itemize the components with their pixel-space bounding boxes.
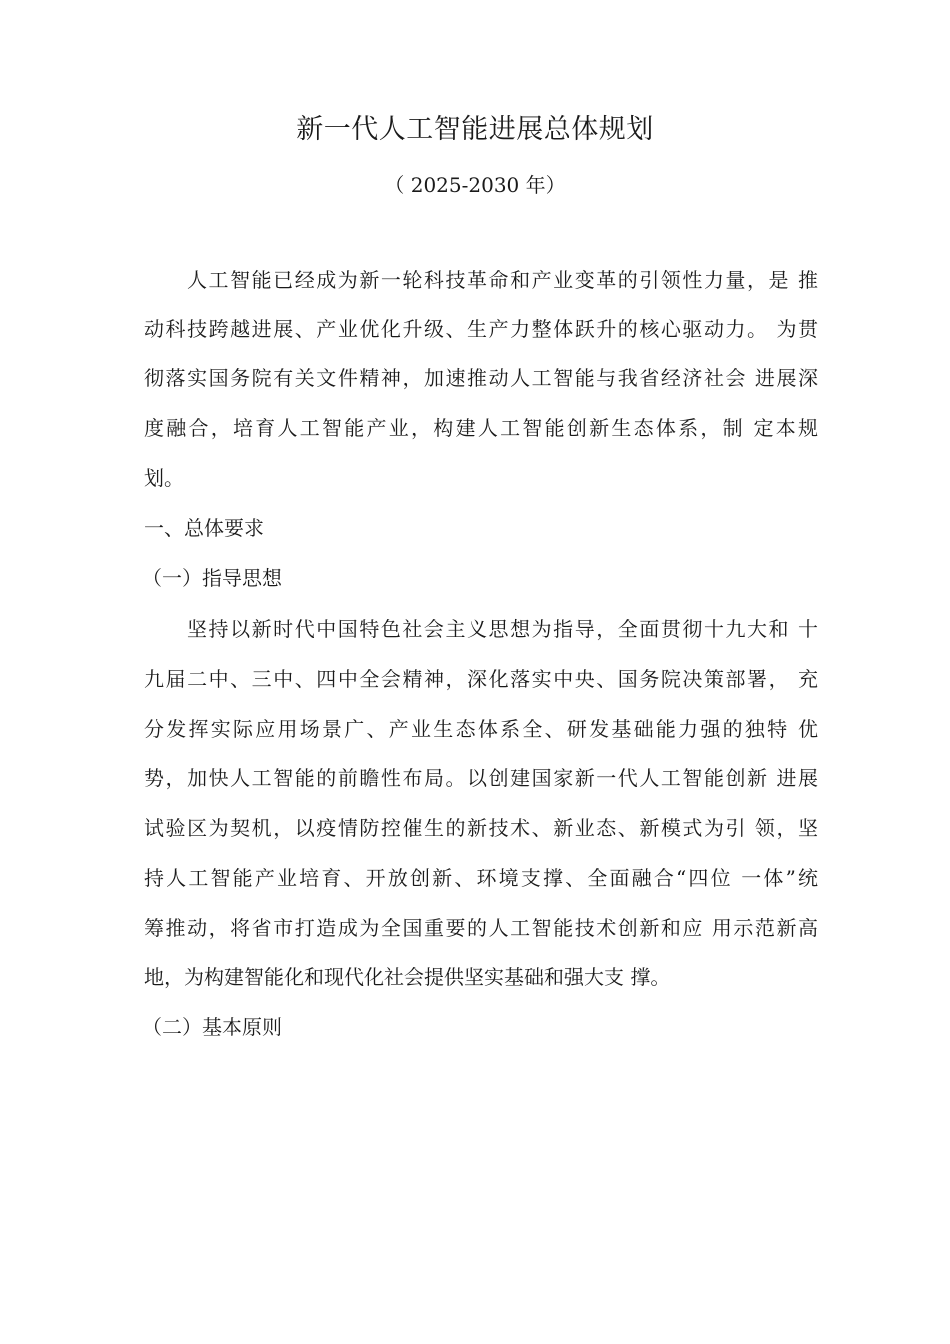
paragraph-1-line-4: 度融合，培育人工智能产业，构建人工智能创新生态体系，制 定本规 bbox=[144, 416, 818, 440]
paragraph-1-line-3: 彻落实国务院有关文件精神，加速推动人工智能与我省经济社会 进展深 bbox=[144, 366, 818, 390]
heading-1-1: （一）指导思想 bbox=[142, 566, 282, 590]
paragraph-1-line-2: 动科技跨越进展、产业优化升级、生产力整体跃升的核心驱动力。 为贯 bbox=[144, 317, 818, 341]
paragraph-2-line-2: 九届二中、三中、四中全会精神，深化落实中央、国务院决策部署， 充 bbox=[144, 667, 818, 691]
document-subtitle: （ 2025-2030 年） bbox=[384, 173, 566, 197]
paragraph-2-line-3: 分发挥实际应用场景广、产业生态体系全、研发基础能力强的独特 优 bbox=[144, 717, 818, 741]
document-title: 新一代人工智能进展总体规划 bbox=[296, 114, 654, 145]
paragraph-2-line-4: 势，加快人工智能的前瞻性布局。以创建国家新一代人工智能创新 进展 bbox=[144, 766, 818, 790]
paragraph-2-line-5: 试验区为契机，以疫情防控催生的新技术、新业态、新模式为引 领，坚 bbox=[144, 816, 818, 840]
paragraph-1-line-5: 划。 bbox=[144, 466, 184, 490]
paragraph-2-line-6: 持人工智能产业培育、开放创新、环境支撑、全面融合“四位 一体”统 bbox=[144, 866, 818, 890]
heading-1: 一、总体要求 bbox=[144, 516, 264, 540]
heading-1-2: （二）基本原则 bbox=[142, 1015, 282, 1039]
paragraph-2-line-1: 坚持以新时代中国特色社会主义思想为指导，全面贯彻十九大和 十 bbox=[187, 617, 818, 641]
paragraph-2-line-7: 筹推动，将省市打造成为全国重要的人工智能技术创新和应 用示范新高 bbox=[144, 916, 818, 940]
paragraph-1-line-1: 人工智能已经成为新一轮科技革命和产业变革的引领性力量，是 推 bbox=[187, 268, 818, 292]
paragraph-2-line-8: 地，为构建智能化和现代化社会提供坚实基础和强大支 撑。 bbox=[144, 965, 671, 989]
